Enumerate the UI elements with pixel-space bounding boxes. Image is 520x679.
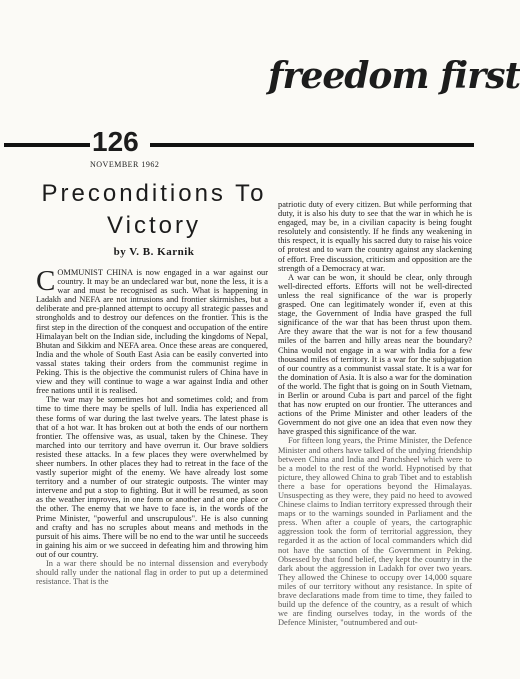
article-byline: by V. B. Karnik [113, 246, 195, 258]
article-title-line-2: Victory [107, 212, 201, 239]
paragraph: A war can be won, it should be clear, only through well-directed efforts. Efforts will not be well-directed unless the real significance of the war is properly grasped. One can legitimately wonder if, even at this stage, the Government of India have grasped the full significance of the war that has been thrust upon them. Are they aware that the war is not for a few thousand miles of the barren and hilly areas near the boundary? China would not engage in a war with India for a few thousand miles of territory. It is a war for the subjugation of our country as a communist vassal state. It is a war for the domination of Asia. It is also a war for the domination of the world. The fight that is going on in South Vietnam, in Berlin or around Cuba is part and parcel of the fight that has now erupted on our frontier. The utterances and actions of the Prime Minister and other leaders of the Government do not give one an idea that even now they have grasped this significance of the war. [278, 272, 472, 437]
paragraph: patriotic duty of every citizen. But while performing that duty, it is also his duty to see that the war in which he is engaged, may be, in a civilian capacity is being fought resolutely and consistently. If he finds any weakening in this respect, it is equally his sacred duty to raise his voice of protest and to warn the country against any slackening of effort. Free discussion, criticism and opposition are the strength of a Democracy at war. [278, 200, 472, 273]
article-title [36, 178, 272, 242]
paragraph: For fifteen long years, the Prime Minister, the Defence Minister and others have talked of the undying friendship between China and India and Panchsheel which were to be a model to the rest of the world. Hypnotised by that picture, they allowed China to grab Tibet and to establish there a base for operations beyond the Himalayas. Unsuspecting as they were, they paid no heed to avowed Chinese claims to Indian territory expressed through their maps or to the warnings sounded in Parliament and the press. When after a couple of years, the cartographic aggression took the form of territorial aggression, they regarded it as the action of local commanders which did not have the sanction of the Government in Peking. Obsessed by that fond belief, they kept the country in the dark about the aggression in Ladakh for over two years. They allowed the Chinese to occupy over 14,000 square miles of our territory without any resistance. In spite of brave declarations made from time to time, they failed to build up the defence of the country, as a result of which we are finding ourselves today, in the words of the Defence Minister, "outnumbered and out- [278, 436, 472, 628]
issue-date: NOVEMBER 1962 [90, 160, 160, 169]
paragraph [36, 265, 268, 396]
paragraph: The war may be sometimes hot and sometimes cold; and from time to time there may be spells of lull. India has experienced all these forms of war during the last twelve years. The latest phase is that of a hot war. It has broken out at both the ends of our northern frontier. The offensive was, as usual, taken by the Chinese. They marched into our territory and have overrun it. Our brave soldiers resisted these attacks. In a few places they were overwhelmed by sheer numbers. In other places they had to retreat in the face of the vastly superior might of the enemy. We have already lost some territory and a number of our strategic outposts. The winter may intervene and put a stop to fighting. But it will be resumed, as soon as the weather improves, in one form or another and at one place or the other. The enemy that we have to face is, in the words of the Prime Minister, "powerful and unscrupulous". He is also cunning and crafty and has no scruples about means and methods in the pursuit of his aims. There will be no end to the war until he succeeds in gaining his aim or we succeed in defeating him and throwing him out of our country. [36, 395, 268, 559]
article-column-left [36, 265, 268, 668]
issue-rule-left [4, 143, 90, 147]
article-title-line-1: Preconditions To [41, 180, 267, 207]
issue-rule-right [150, 143, 474, 147]
masthead-title: freedom first [268, 55, 520, 97]
paragraph-text: OMMUNIST CHINA is now engaged in a war against our country. It may be an undeclared war but, none the less, it is a war and must be recognised as such. What is happening in Ladakh and NEFA are not intrusions and frontier skirmishes, but a deliberate and pre-planned attempt to occupy all strategic passes and strongholds and to destroy our defences on the frontier. This is the first step in the direction of the conquest and occupation of the entire Himalayan belt on the Indian side, including the kingdoms of Nepal, Bhutan and Sikkim and NEFA area. Once these areas are conquered, India and the whole of South East Asia can be easily converted into vassal states taking their orders from the communist regime in Peking. This is the objective the communist rulers of China have in view and they will continue to wage a war against India and other free nations until it is realised. [36, 268, 268, 396]
article-column-right [278, 200, 472, 670]
issue-number: 126 [92, 126, 139, 157]
paragraph: In a war there should be no internal dissension and everybody should rally under the national flag in order to put up a determined resistance. That is the [36, 559, 268, 587]
drop-cap: C [36, 265, 56, 297]
